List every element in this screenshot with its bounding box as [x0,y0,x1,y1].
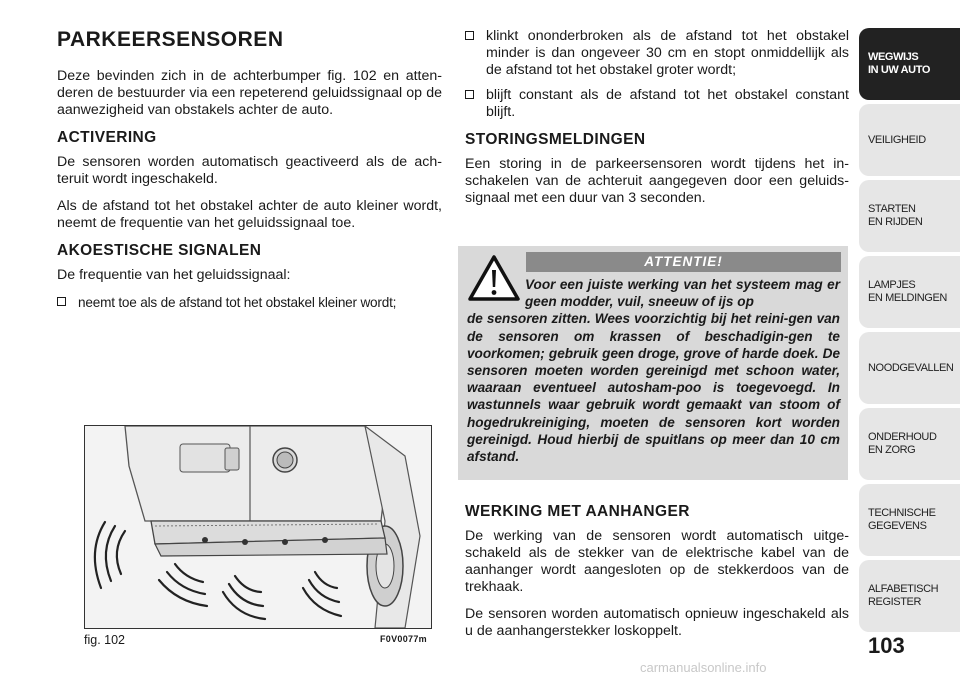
aanhanger-paragraph-2: De sensoren worden automatisch opnieuw ingeschakeld als u de aanhangerstekker loskoppelt. [465,606,849,639]
warning-text-first: Voor een juiste werking van het systeem mag er geen modder, vuil, sneeuw of ijs op [525,277,840,310]
right-column [465,28,849,217]
list-item-text: klinkt ononderbroken als de afstand tot het obstakel minder is dan ongeveer 30 cm en stopt onmiddellijk als de afstand tot het obstakel groter wordt; [486,28,849,78]
aanhanger-paragraph-1: De werking van de sensoren wordt automatisch uitge-schakeld als de stekker van de elektrische kabel van de aanhanger wordt aangesloten op de stekkerdoos van de trekhaak. [465,528,849,595]
warning-text [467,276,840,465]
van-rear-illustration [85,426,431,628]
checkbox-bullet-icon [465,90,474,99]
tab-veiligheid[interactable]: VEILIGHEID [859,104,960,176]
activering-paragraph-2: Als de afstand tot het obstakel achter de auto kleiner wordt, neemt de frequentie van het geluidssignaal toe. [57,198,442,231]
chapter-sidebar [859,28,960,628]
list-item [465,87,849,121]
heading-akoestische-signalen: AKOESTISCHE SIGNALEN [57,242,262,259]
tab-onderhoud[interactable]: ONDERHOUD EN ZORG [859,408,960,480]
list-item-text: neemt toe als de afstand tot het obstakel kleiner wordt; [78,295,397,310]
warning-text-rest: de sensoren zitten. Wees voorzichtig bij het reini-gen van de sensoren om krassen of beschadigin-gen te voorkomen; gebruik geen droge, grove of harde doek. De sensoren moeten worden gereinigd met schoon water, waaraan eventueel autosham-poo is toegevoegd. In wastunnels waar gebruik wordt gemaakt van stoom of hogedrukreiniging, moeten de sensoren kort worden gereinigd. Houd hierbij de spuitlans op meer dan 10 cm afstand. [467,311,840,465]
storing-paragraph: Een storing in de parkeersensoren wordt tijdens het in-schakelen van de achteruit aangegeven door een geluids-signaal met een duur van 3 seconden. [465,156,849,206]
left-column [57,28,442,321]
tab-technische-gegevens[interactable]: TECHNISCHE GEGEVENS [859,484,960,556]
tab-starten[interactable]: STARTEN EN RIJDEN [859,180,960,252]
signal-list-left [57,294,442,311]
list-item [465,28,849,79]
list-item-text: blijft constant als de afstand tot het obstakel constant blijft. [486,87,849,120]
warning-box [458,246,848,480]
heading-activering: ACTIVERING [57,129,157,146]
watermark: carmanualsonline.info [640,660,767,675]
checkbox-bullet-icon [465,31,474,40]
figure-code: F0V0077m [380,634,427,644]
figure-rear-bumper [84,425,432,629]
right-column-lower [465,503,849,650]
tab-noodgevallen[interactable]: NOODGEVALLEN [859,332,960,404]
akoestisch-paragraph: De frequentie van het geluidssignaal: [57,267,291,283]
list-item [57,294,442,311]
tab-alfabetisch-register[interactable]: ALFABETISCH REGISTER [859,560,960,632]
heading-werking-met-aanhanger: WERKING MET AANHANGER [465,503,690,520]
intro-paragraph: Deze bevinden zich in de achterbumper fig. 102 en atten-deren de bestuurder via een repeterend geluidssignaal op de aanwezigheid van obstakels achter de auto. [57,68,442,118]
figure-caption: fig. 102 [84,633,126,647]
tab-lampjes[interactable]: LAMPJES EN MELDINGEN [859,256,960,328]
activering-paragraph-1: De sensoren worden automatisch geactiveerd als de ach-teruit wordt ingeschakeld. [57,154,442,187]
page-number: 103 [868,633,905,658]
page-title: PARKEERSENSOREN [57,28,284,51]
checkbox-bullet-icon [57,297,66,306]
signal-list-right [465,28,849,121]
warning-label: ATTENTIE! [526,252,841,272]
heading-storingsmeldingen: STORINGSMELDINGEN [465,131,646,148]
tab-wegwijs[interactable]: WEGWIJS IN UW AUTO [859,28,960,100]
